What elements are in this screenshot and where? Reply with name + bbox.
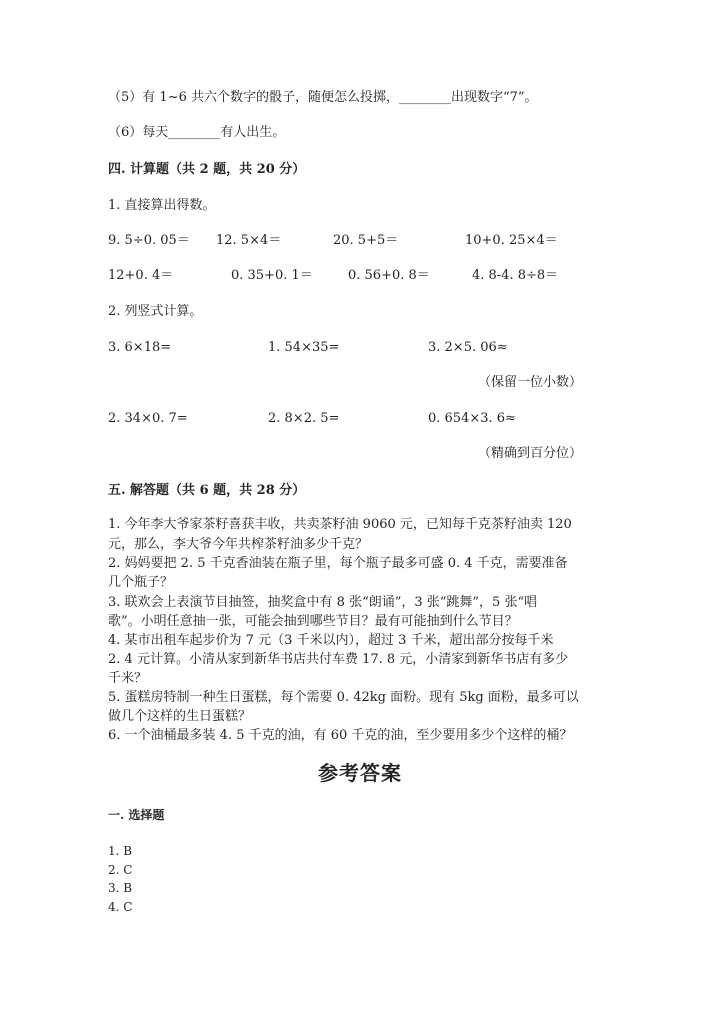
section4-heading: 四. 计算题（共 2 题，共 20 分） [108,162,306,177]
vertical-calc-item: 2. 8×2. 5= [268,411,340,426]
fill-blank-q5: （5）有 1~6 共六个数字的骰子，随便怎么投掷，________出现数字“7”。 [108,90,538,105]
section5-heading: 五. 解答题（共 6 题，共 28 分） [108,483,306,498]
problem-line: 元，那么，李大爷今年共榨茶籽油多少千克？ [108,537,369,552]
calc-item: 0. 56+0. 8＝ [348,268,430,283]
calc-item: 20. 5+5＝ [333,233,399,248]
problem-line: 千米？ [108,671,148,686]
answer-item: 3. B [108,881,133,895]
calc-item: 9. 5÷0. 05＝ [108,233,190,248]
vertical-calc-item: 3. 2×5. 06≈ [428,340,508,355]
answer-item: 2. C [108,863,133,877]
problem-line: 1. 今年李大爷家茶籽喜获丰收，共卖茶籽油 9060 元，已知每千克茶籽油卖 120 [108,517,572,532]
vertical-calc-item: 0. 654×3. 6≈ [428,411,516,426]
answer-item: 1. B [108,844,133,858]
calc-item: 0. 35+0. 1＝ [231,268,313,283]
section4-q1-label: 1. 直接算出得数。 [108,198,216,213]
vertical-calc-item: 1. 54×35= [268,340,340,355]
section4-q2-label: 2. 列竖式计算。 [108,304,203,319]
problem-line: 3. 联欢会上表演节目抽签，抽奖盒中有 8 张“朗诵”，3 张“跳舞”，5 张“唱 [108,595,538,610]
rounding-note: （保留一位小数） [478,375,583,390]
problem-line: 做几个这样的生日蛋糕？ [108,709,252,724]
problem-line: 几个瓶子？ [108,575,174,590]
vertical-calc-item: 3. 6×18= [108,340,172,355]
problem-line: 5. 蛋糕房特制一种生日蛋糕，每个需要 0. 42kg 面粉。现有 5kg 面粉，最多可以 [108,690,579,705]
rounding-note: （精确到百分位） [478,446,583,461]
answers-section1-heading: 一. 选择题 [108,808,165,822]
problem-line: 2. 妈妈要把 2. 5 千克香油装在瓶子里，每个瓶子最多可盛 0. 4 千克，需要准备 [108,556,568,571]
calc-item: 12. 5×4＝ [216,233,282,248]
fill-blank-q6: （6）每天________有人出生。 [108,125,286,140]
problem-line: 6. 一个油桶最多装 4. 5 千克的油，有 60 千克的油，至少要用多少个这样的桶？ [108,728,573,743]
problem-line: 歌”。小明任意抽一张，可能会抽到哪些节目？最有可能抽到什么节目？ [108,614,518,629]
problem-line: 2. 4 元计算。小清从家到新华书店共付车费 17. 8 元，小清家到新华书店有多少 [108,652,569,667]
vertical-calc-item: 2. 34×0. 7= [108,411,188,426]
calc-item: 10+0. 25×4＝ [465,233,558,248]
calc-item: 4. 8-4. 8÷8＝ [472,268,559,283]
answers-title: 参考答案 [318,761,402,785]
calc-item: 12+0. 4＝ [108,268,174,283]
problem-line: 4. 某市出租车起步价为 7 元（3 千米以内），超过 3 千米，超出部分按每千米 [108,633,554,648]
answer-item: 4. C [108,900,133,914]
